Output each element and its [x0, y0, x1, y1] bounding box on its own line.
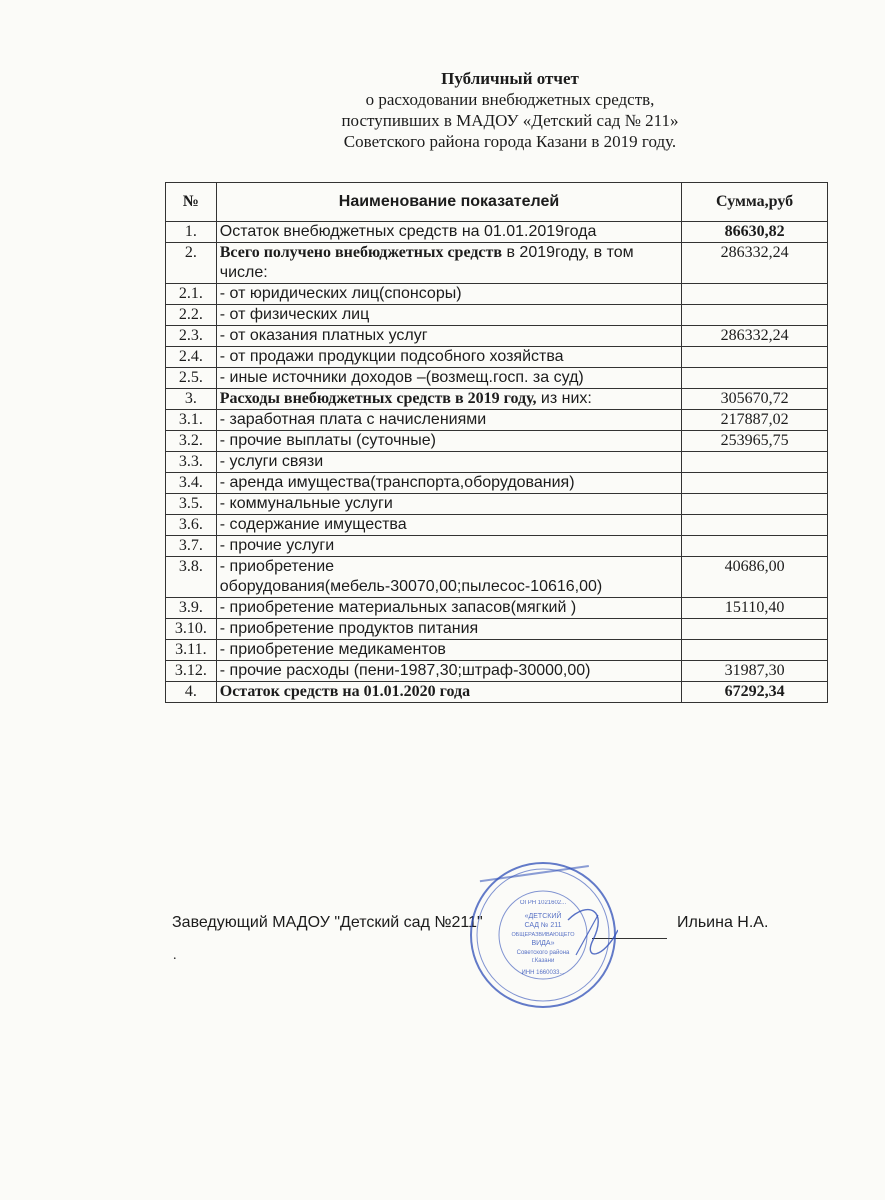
row-indicator-text: - аренда имущества(транспорта,оборудования): [219, 474, 575, 491]
row-number: 3.4.: [166, 473, 217, 494]
table-row: [166, 326, 828, 347]
row-indicator-text: - прочие услуги: [219, 537, 335, 554]
table-body: [166, 222, 828, 703]
row-indicator: [216, 536, 681, 557]
svg-text:ОБЩЕРАЗВИВАЮЩЕГО: ОБЩЕРАЗВИВАЮЩЕГО: [511, 932, 575, 938]
row-indicator-bold: Расходы внебюджетных средств в 2019 году,: [219, 390, 537, 407]
row-sum: [682, 536, 828, 557]
row-number: 2.5.: [166, 368, 217, 389]
report-subtitle-line-1: о расходовании внебюджетных средств,: [365, 90, 655, 109]
table-row: [166, 619, 828, 640]
row-sum: 286332,24: [682, 326, 828, 347]
table-row: [166, 515, 828, 536]
row-indicator-text: Остаток внебюджетных средств на 01.01.2019года: [219, 223, 597, 240]
row-indicator: [216, 473, 681, 494]
row-indicator-text: - приобретение медикаментов: [219, 641, 446, 658]
report-header: [230, 68, 790, 152]
column-header-number: №: [166, 183, 217, 222]
stray-dot: .: [173, 948, 177, 963]
row-indicator: [216, 284, 681, 305]
table-row: [166, 473, 828, 494]
row-sum: 286332,24: [682, 243, 828, 284]
report-subtitle-line-3: Советского района города Казани в 2019 году.: [343, 132, 677, 151]
row-sum: [682, 494, 828, 515]
row-indicator-text: - от продажи продукции подсобного хозяйства: [219, 348, 564, 365]
report-title: Публичный отчет: [441, 69, 579, 88]
table-row: [166, 452, 828, 473]
signature-name: Ильина Н.А.: [677, 914, 769, 931]
table-row: [166, 598, 828, 619]
row-number: 3.3.: [166, 452, 217, 473]
table-header-row: [166, 183, 828, 222]
row-indicator-text: - приобретение продуктов питания: [219, 620, 479, 637]
row-indicator: [216, 557, 681, 598]
row-indicator-text: в 2019году, в том числе:: [219, 244, 634, 281]
row-indicator: [216, 431, 681, 452]
row-number: 3.7.: [166, 536, 217, 557]
table-row: [166, 222, 828, 243]
row-indicator-text: - прочие расходы (пени-1987,30;штраф-30000,00): [219, 662, 591, 679]
row-sum: [682, 347, 828, 368]
row-sum: [682, 515, 828, 536]
table-row: [166, 347, 828, 368]
row-indicator-bold: Всего получено внебюджетных средств: [219, 244, 503, 261]
row-indicator-text: - иные источники доходов –(возмещ.госп. за суд): [219, 369, 584, 386]
table-row: [166, 682, 828, 703]
table-row: [166, 284, 828, 305]
row-indicator: [216, 682, 681, 703]
row-number: 2.: [166, 243, 217, 284]
row-sum: 86630,82: [682, 222, 828, 243]
row-sum: [682, 305, 828, 326]
row-number: 3.1.: [166, 410, 217, 431]
row-indicator-text: из них:: [536, 390, 592, 407]
table-row: [166, 640, 828, 661]
row-indicator: [216, 368, 681, 389]
table-row: [166, 536, 828, 557]
row-indicator: [216, 389, 681, 410]
table-row: [166, 557, 828, 598]
report-subtitle-line-2: поступивших в МАДОУ «Детский сад № 211»: [341, 111, 679, 130]
expense-table: [165, 182, 828, 703]
row-sum: [682, 368, 828, 389]
svg-text:Советского района: Советского района: [516, 950, 570, 956]
row-indicator: [216, 619, 681, 640]
table-row: [166, 389, 828, 410]
row-indicator-text: - приобретение материальных запасов(мягкий ): [219, 599, 577, 616]
row-number: 2.4.: [166, 347, 217, 368]
row-sum: [682, 473, 828, 494]
row-indicator-text: - содержание имущества: [219, 516, 407, 533]
row-indicator-bold: Остаток средств на 01.01.2020 года: [219, 683, 471, 700]
row-number: 2.1.: [166, 284, 217, 305]
row-indicator-text: - прочие выплаты (суточные): [219, 432, 436, 449]
row-number: 3.9.: [166, 598, 217, 619]
signature-label: Заведующий МАДОУ "Детский сад №211": [172, 914, 483, 931]
table-row: [166, 410, 828, 431]
table-row: [166, 661, 828, 682]
row-indicator-text: - заработная плата с начислениями: [219, 411, 487, 428]
row-indicator: [216, 598, 681, 619]
row-number: 3.: [166, 389, 217, 410]
row-sum: 253965,75: [682, 431, 828, 452]
row-sum: [682, 452, 828, 473]
row-sum: 15110,40: [682, 598, 828, 619]
row-indicator: [216, 326, 681, 347]
row-sum: [682, 640, 828, 661]
row-sum: 217887,02: [682, 410, 828, 431]
column-header-sum: Сумма,руб: [682, 183, 828, 222]
row-indicator: [216, 640, 681, 661]
svg-text:ИНН 1660033...: ИНН 1660033...: [521, 970, 565, 976]
organization-seal: [468, 860, 618, 1010]
svg-text:САД № 211: САД № 211: [524, 922, 562, 929]
row-indicator-text: - от оказания платных услуг: [219, 327, 428, 344]
table-row: [166, 305, 828, 326]
row-sum: [682, 284, 828, 305]
row-indicator: [216, 305, 681, 326]
row-indicator: [216, 452, 681, 473]
row-indicator: [216, 515, 681, 536]
column-header-indicator: Наименование показателей: [216, 183, 681, 222]
row-indicator: [216, 410, 681, 431]
row-sum: 305670,72: [682, 389, 828, 410]
row-number: 3.12.: [166, 661, 217, 682]
row-sum: 67292,34: [682, 682, 828, 703]
row-indicator: [216, 494, 681, 515]
row-number: 2.3.: [166, 326, 217, 347]
row-indicator-text: - коммунальные услуги: [219, 495, 393, 512]
row-indicator: [216, 661, 681, 682]
row-number: 4.: [166, 682, 217, 703]
row-sum: 40686,00: [682, 557, 828, 598]
row-sum: [682, 619, 828, 640]
row-sum: 31987,30: [682, 661, 828, 682]
svg-text:«ДЕТСКИЙ: «ДЕТСКИЙ: [524, 913, 562, 920]
row-number: 3.6.: [166, 515, 217, 536]
row-indicator-text: - приобретение оборудования(мебель-30070,00;пылесос-10616,00): [219, 558, 603, 595]
row-number: 3.8.: [166, 557, 217, 598]
table-row: [166, 243, 828, 284]
row-number: 3.2.: [166, 431, 217, 452]
table-row: [166, 368, 828, 389]
row-indicator-text: - от физических лиц: [219, 306, 370, 323]
row-number: 1.: [166, 222, 217, 243]
row-indicator-text: - услуги связи: [219, 453, 324, 470]
row-indicator-text: - от юридических лиц(спонсоры): [219, 285, 462, 302]
svg-text:ОГРН 1021602...: ОГРН 1021602...: [519, 900, 567, 906]
row-indicator: [216, 222, 681, 243]
row-number: 2.2.: [166, 305, 217, 326]
svg-text:ВИДА»: ВИДА»: [531, 940, 555, 947]
table-row: [166, 431, 828, 452]
table-row: [166, 494, 828, 515]
row-indicator: [216, 243, 681, 284]
row-number: 3.10.: [166, 619, 217, 640]
svg-text:г.Казани: г.Казани: [531, 958, 555, 964]
row-indicator: [216, 347, 681, 368]
row-number: 3.11.: [166, 640, 217, 661]
row-number: 3.5.: [166, 494, 217, 515]
